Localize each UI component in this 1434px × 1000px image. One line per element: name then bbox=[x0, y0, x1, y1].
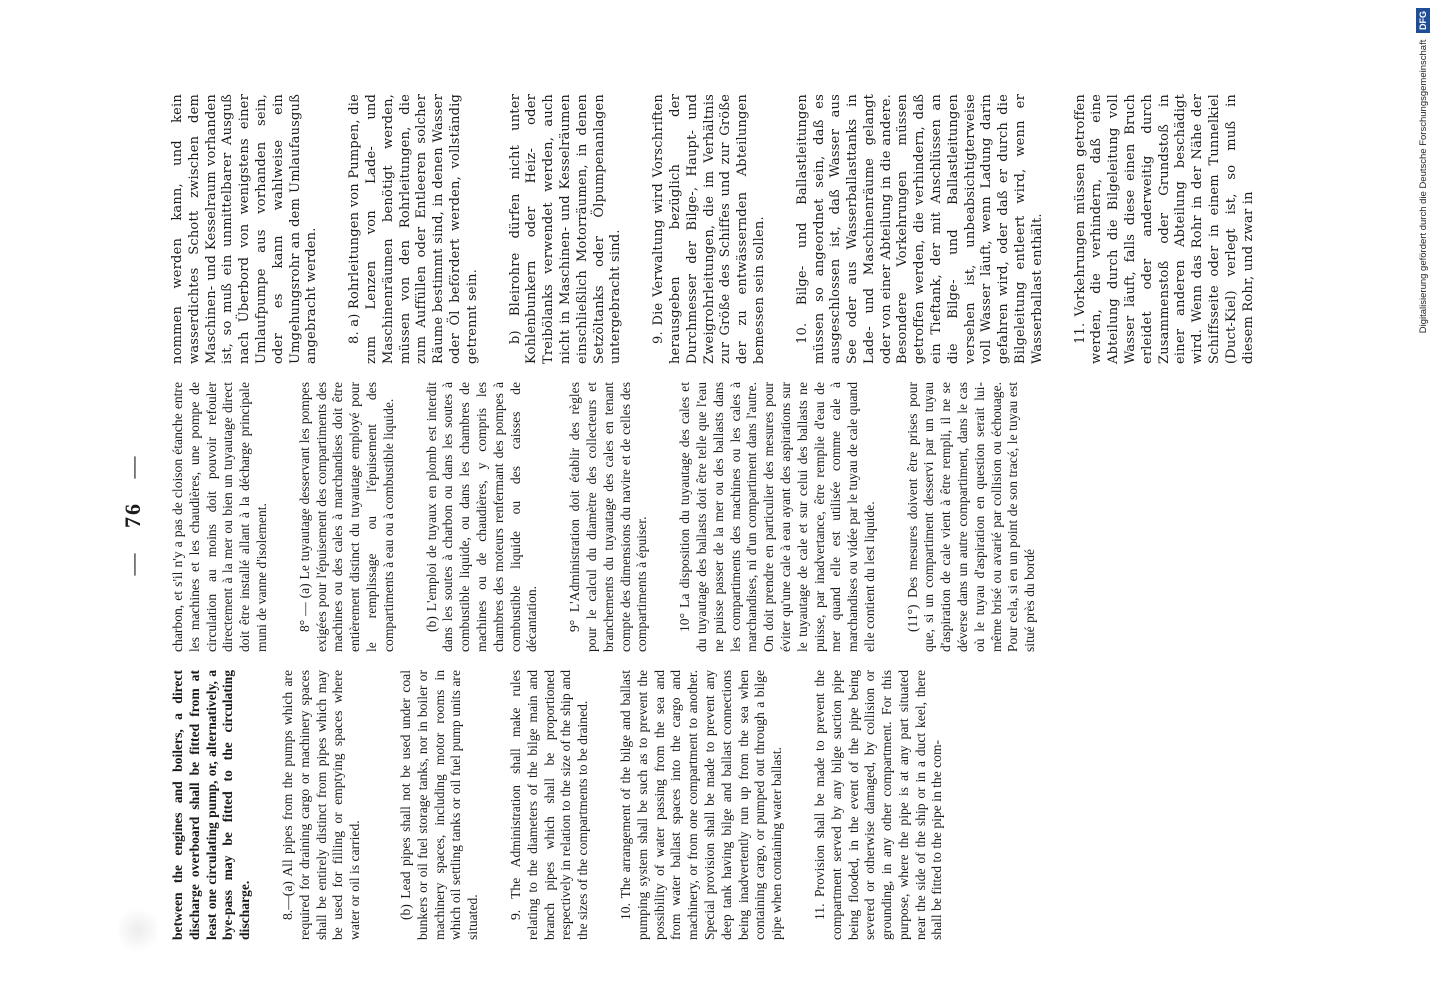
header-dash-left: — bbox=[120, 551, 145, 576]
scan-smudge bbox=[118, 905, 158, 955]
english-paragraph-11: 11. Provision shall be made to prevent the compartment served by any bilge suction pipe being flooded, in the event of the pipe being severed or otherwise damaged, by collision or grounding, in any other compartment. For this purpose, where the pipe is at any part situated near the side of the ship or in a duct keel, there shall be fitted to the pipe in the com- bbox=[811, 670, 945, 940]
german-paragraph-9: 9. Die Verwaltung wird Vorschriften herausgeben bezüglich der Durchmesser der Bilge-, Haupt- und Zweigrohrleitungen, die im Verhältnis zur Größe des Schiffes und zur Größe der zu entwässernden Abteilungen bemessen sein sollen. bbox=[651, 94, 767, 364]
german-paragraph-8b: b) Bleirohre dürfen nicht unter Kohlenbunkern oder Heiz- oder Treibölanks verwendet werden, auch nicht in Maschinen- und Kesselräumen einschließlich Motorräumen, in denen Setzöltanks oder Ölpumpenanlagen untergebracht sind. bbox=[507, 94, 624, 364]
digitization-credit-text-wrap bbox=[1416, 8, 1430, 988]
rotated-page bbox=[120, 90, 1295, 940]
header-dash-right: — bbox=[120, 454, 145, 479]
english-paragraph-8b: (b) Lead pipes shall not be used under coal bunkers or oil fuel storage tanks, nor in boiler or machinery spaces, including motor rooms in which oil settling tanks or oil fuel pump units are situated. bbox=[397, 670, 481, 940]
french-paragraph-11: (11°) Des mesures doivent être prises pour que, si un compartiment desservi par un tuyau d'aspiration de cale vient à être rempli, il ne se déverse dans un autre compartiment, dans le cas où le tuyau d'aspiration en question serait lui-même brisé ou avarié par collision ou échouage. Pour cela, si en un point de son tracé, le tuyau est situé près du bordé bbox=[904, 382, 1038, 652]
page-number: 76 bbox=[120, 502, 145, 528]
german-paragraph-8a: 8. a) Rohrleitungen von Pumpen, die zum Lenzen von Lade- und Maschinenräumen benötigt werden, müssen von den Rohrleitungen, die zum Auffüllen oder Entleeren solcher Räume bestimmt sind, in denen Wasser oder Öl befördert werden, vollständig getrennt sein. bbox=[347, 94, 480, 364]
french-paragraph-7-continued: charbon, et s'il n'y a pas de cloison étanche entre les machines et les chaudières, une pompe de circulation au moins doit pouvoir refouler directement à la mer ou bien un tuyautage direct doit être installé allant à la décharge principale muni de vanne d'isolement. bbox=[170, 382, 269, 652]
english-paragraph-9: 9. The Administration shall make rules relating to the diameters of the bilge main and branch pipes which shall be proportioned respectively in relation to the size of the ship and the sizes of the compartments to be drained. bbox=[507, 670, 591, 940]
french-paragraph-8a: 8° — (a) Le tuyautage desservant les pompes exigées pour l'épuisement des compartiments des machines ou des cales à marchandises doit être entièrement distinct du tuyautage employé pour le remplissage ou l'épuisement des compartiments à eau ou à combustible liquide. bbox=[296, 382, 396, 652]
digitization-credit-text: Digitalisierung gefördert durch die Deutsche Forschungsgemeinschaft bbox=[1418, 39, 1429, 334]
english-paragraph-10: 10. The arrangement of the bilge and ballast pumping system shall be such as to prevent the possibility of water passing from the sea and from water ballast spaces into the cargo and machinery, or from one compartment to another. Special provision shall be made to prevent any deep tank having bilge and ballast connections being inadvertently run up from the sea when containing cargo, or pumped out through a bilge pipe when containing water ballast. bbox=[617, 670, 785, 940]
digitization-credit bbox=[1416, 8, 1430, 988]
german-paragraph-10: 10. Bilge- und Ballastleitungen müssen so angeordnet sein, daß es ausgeschlossen ist, daß Wasser aus See oder aus Wasserballasttanks in Lade- und Maschinenräume gelangt oder von einer Abteilung in die andere. Besondere Vorkehrungen müssen getroffen werden, die verhindern, daß ein Tieftank, der mit Anschlüssen an die Bilge- und Ballastleitungen versehen ist, unbeabsichtigterweise voll Wasser läuft, wenn Ladung darin gefahren wird, oder daß er durch die Bilgeleitung entleert wird, wenn er Wasserballast enthält. bbox=[794, 94, 1045, 364]
dfg-logo-badge: DFG bbox=[1416, 8, 1430, 33]
german-paragraph-7-continued: nommen werden kann, und kein wasserdichtes Schott zwischen dem Maschinen- und Kesselraum vorhanden ist, so muß ein unmittelbarer Ausguß nach Überbord von wenigstens einer Umlaufpumpe aus vorhanden sein, oder es kann wahlweise ein Umgehungsrohr an dem Umlaufausguß angebracht werden. bbox=[170, 94, 320, 364]
page-header bbox=[120, 90, 166, 940]
english-column bbox=[170, 670, 972, 940]
english-paragraph-8a: 8.—(a) All pipes from the pumps which are required for draining cargo or machinery spaces shall be entirely distinct from pipes which may be used for filling or emptying spaces where water or oil is carried. bbox=[279, 670, 363, 940]
english-paragraph-7-continued: between the engines and boilers, a direct discharge overboard shall be fitted from at least one circulating pump, or, alternatively, a bye-pass may be fitted to the circulating discharge. bbox=[170, 670, 253, 940]
french-paragraph-8b: (b) L'emploi de tuyaux en plomb est interdit dans les soutes à charbon ou dans les soutes à combustible liquide, ou dans les chambres de machines ou de chaudières, y compris les chambres des moteurs renfermant des pompes à combustible liquide ou des caisses de décantation. bbox=[423, 382, 540, 652]
german-paragraph-11: 11. Vorkehrungen müssen getroffen werden, die verhindern, daß eine Abteilung durch die Bilgeleitung voll Wasser läuft, falls diese einen Bruch erleidet oder anderweitig durch Zusammenstoß oder Grundstoß in einer anderen Abteilung beschädigt wird. Wenn das Rohr in der Nähe der Schiffsseite oder in einem Tunnelkiel (Duct-Kiel) verlegt ist, so muß in diesem Rohr, und zwar in bbox=[1072, 94, 1256, 364]
french-paragraph-10: 10° La disposition du tuyautage des cales et du tuyautage des ballasts doit être telle que l'eau ne puisse passer de la mer ou des ballasts dans les compartiments des machines ou les cales à marchandises, ni d'un compartiment dans l'autre. On doit prendre en particulier des mesures pour éviter qu'une cale à eau ayant des aspirations sur le tuyautage de cale et sur celui des ballasts ne puisse, par inadvertance, être remplie d'eau de mer quand elle est utilisée comme cale à marchandises ou vidée par le tuyau de cale quand elle contient du lest liquide. bbox=[677, 382, 877, 652]
german-column bbox=[170, 94, 1283, 364]
french-paragraph-9: 9° L'Administration doit établir des règles pour le calcul du diamètre des collecteurs et branchements du tuyautage des cales en tenant compte des dimensions du navire et de celles des compartiments à épuiser. bbox=[567, 382, 650, 652]
french-column bbox=[170, 382, 1065, 652]
